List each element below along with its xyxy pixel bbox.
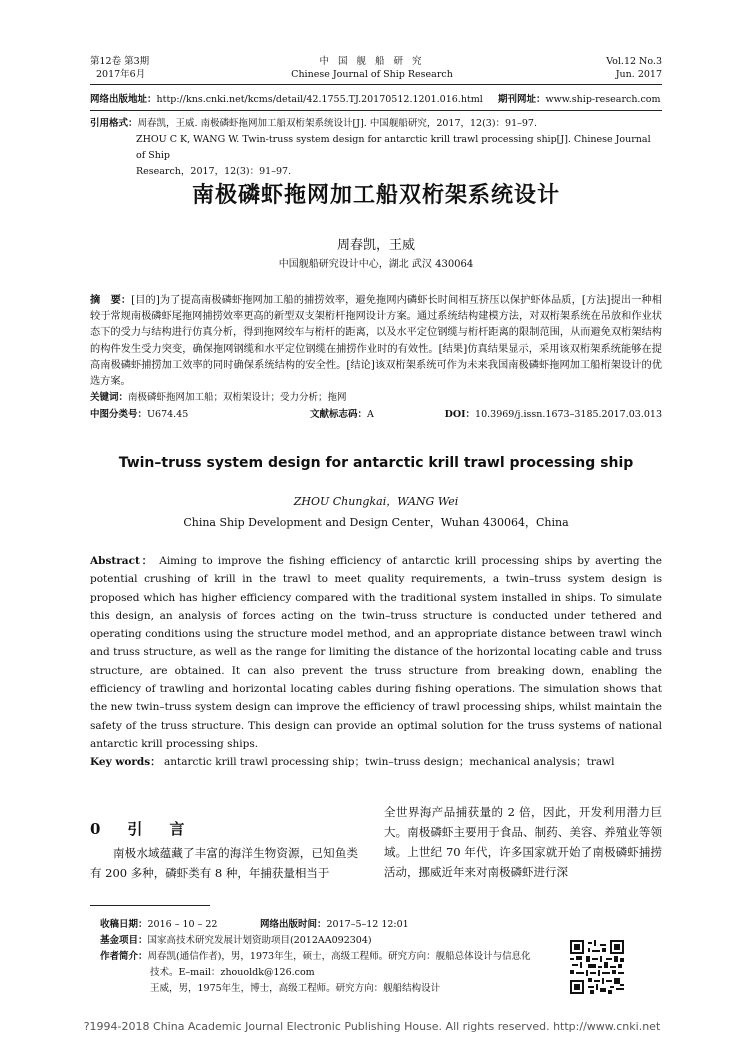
- date-en: Jun. 2017: [615, 69, 662, 80]
- clc-label: 中图分类号：: [90, 409, 148, 421]
- abstract-cn: [90, 292, 662, 424]
- doi-label: DOI：: [444, 409, 476, 421]
- intro-paragraph-left: 南极水域蕴藏了丰富的海洋生物资源，已知鱼类有 200 多种，磷虾类有 8 种，年捕获量相当于: [90, 846, 358, 880]
- citation-cn: 周春凯，王威. 南极磷虾拖网加工船双桁架系统设计[J]. 中国舰船研究，2017，12(3)：91–97.: [137, 118, 537, 129]
- affiliation-en: China Ship Development and Design Center，Wuhan 430064，China: [183, 516, 569, 529]
- keywords-cn-label: 关键词：: [90, 392, 129, 404]
- abstract-cn-text: [目的]为了提高南极磷虾拖网加工船的捕捞效率，避免拖网内磷虾长时间相互挤压以保护虾体品质，[方法]提出一种相较于常规南极磷虾尾拖网捕捞效率更高的新型双支架桁杆拖网设计方案。通过系统结构建模方法，对双桁架系统在吊放和作业状态下的受力与结构进行仿真分析，得到拖网绞车与桁杆的距离，以及水平定位钢缆与桁杆距离的限制范围，从而避免双桁架结构的构件发生受力突变，确保拖网钢缆和水平定位钢缆在捕捞作业时的有效性。[结果]仿真结果显示，采用该双桁架系统能够在提高南极磷虾捕捞加工效率的同时确保系统结构的安全性。[结论]该双桁架系统可作为未来我国南极磷虾拖网加工船桁架设计的优选方案。: [90, 295, 662, 388]
- volume-issue-cn: 第12卷 第3期: [90, 56, 150, 67]
- header-rule: [90, 84, 662, 85]
- abstract-en-label: Abstract：: [90, 555, 155, 567]
- journal-name-cn: 中 国 舰 船 研 究: [319, 56, 425, 67]
- received-label: 收稿日期：: [100, 919, 148, 930]
- author-bio-1-contact: 技术。E–mail：zhouoldk@126.com: [150, 967, 315, 978]
- doi-value: 10.3969/j.issn.1673–3185.2017.03.013: [475, 409, 662, 421]
- keywords-en-text: antarctic krill trawl processing ship；twin–truss design；mechanical analysis；trawl: [164, 756, 615, 769]
- citation-en-line2: Research，2017，12(3)：91–97.: [136, 166, 292, 177]
- citation-en-line1: ZHOU C K, WANG W. Twin-truss system design for antarctic krill trawl processing ship[J]. Chinese Journal of Ship: [136, 134, 651, 161]
- online-url-label: 网络出版地址：: [90, 94, 157, 105]
- abstract-en: [90, 552, 662, 772]
- keywords-en-label: Key words：: [90, 756, 161, 769]
- received-date: 2016 – 10 – 22: [147, 919, 218, 930]
- abstract-en-text: Aiming to improve the fishing efficiency of antarctic krill processing ships by averting the potential crushing of krill in the trawl to meet quality requirements, a twin–truss system design is proposed which has higher efficiency compared with the traditional system installed in ships. To simulate this design, an analysis of forces acting on the twin–truss structure is conducted under tethered and operating conditions using the structure model method, and an appropriate distance between trawl winch and truss structure, as well as the range for limiting the distance of the horizontal locating cable and truss structure, are obtained. It can also prevent the truss structure from breaking down, enabling the efficiency of trawling and horizontal locating cables during fishing operations. The simulation shows that the new twin–truss system design can improve the efficiency of trawl processing ships, whilst maintain the safety of the truss structure. This design can provide an optimal solution for the truss systems of national antarctic krill processing ships.: [90, 555, 662, 750]
- clc-value: U674.45: [147, 409, 189, 421]
- paper-title-en: Twin–truss system design for antarctic krill trawl processing ship: [118, 455, 634, 471]
- footer-copyright: ?1994-2018 China Academic Journal Electronic Publishing House. All rights reserved. http://www.cnki.net: [83, 1020, 661, 1033]
- publication-info: [90, 93, 662, 106]
- paper-title-cn: 南极磷虾拖网加工船双桁架系统设计: [191, 182, 560, 208]
- date-cn: 2017年6月: [96, 69, 146, 80]
- author-bio-1: 周春凯(通信作者)，男，1973年生，硕士，高级工程师。研究方向：舰船总体设计与信息化: [147, 951, 531, 962]
- keywords-cn-text: 南极磷虾拖网加工船；双桁架设计；受力分析；拖网: [128, 392, 347, 404]
- qr-code-icon[interactable]: [570, 940, 624, 994]
- abstract-cn-label: 摘 要：: [90, 294, 132, 306]
- volume-issue-en: Vol.12 No.3: [606, 56, 662, 67]
- journal-name: [250, 55, 494, 81]
- doc-code-label: 文献标志码：: [310, 409, 368, 421]
- citation-label: 引用格式：: [90, 118, 138, 129]
- body-column-left: [90, 843, 358, 883]
- journal-site-label: 期刊网址：: [498, 94, 546, 105]
- classification-line: [90, 408, 662, 424]
- footnote-rule: [90, 905, 210, 906]
- online-time: 2017–5–12 12:01: [326, 919, 409, 930]
- pubinfo-rule: [90, 110, 662, 111]
- journal-site[interactable]: www.ship-research.com: [545, 94, 661, 105]
- journal-volume-info: [90, 55, 250, 81]
- citation-block: [90, 116, 662, 180]
- authors-en: ZHOU Chungkai，WANG Wei: [293, 495, 459, 508]
- doc-code-value: A: [367, 409, 374, 421]
- journal-volume-info-en: [520, 55, 662, 81]
- affiliation-cn: 中国舰船研究设计中心，湖北 武汉 430064: [278, 259, 474, 270]
- journal-name-en: Chinese Journal of Ship Research: [291, 69, 453, 80]
- body-column-right: [384, 802, 662, 882]
- author-bio-label: 作者简介：: [100, 951, 148, 962]
- online-url[interactable]: http://kns.cnki.net/kcms/detail/42.1755.TJ.20170512.1201.016.html: [156, 94, 483, 105]
- section-heading-introduction: 0 引 言: [90, 820, 191, 838]
- intro-paragraph-right: 全世界海产品捕获量的 2 倍，因此，开发利用潜力巨大。南极磷虾主要用于食品、制药、美容、养殖业等领域。上世纪 70 年代，许多国家就开始了南极磷虾捕捞活动，挪威近年来对南极磷虾进行深: [384, 805, 662, 879]
- online-time-label: 网络出版时间：: [260, 919, 327, 930]
- author-bio-2: 王威，男，1975年生，博士，高级工程师。研究方向：舰船结构设计: [150, 983, 441, 994]
- fund-value: 国家高技术研究发展计划资助项目(2012AA092304): [147, 935, 372, 946]
- authors-cn: 周春凯，王威: [336, 238, 415, 253]
- footnote-block: [100, 917, 560, 997]
- fund-label: 基金项目：: [100, 935, 148, 946]
